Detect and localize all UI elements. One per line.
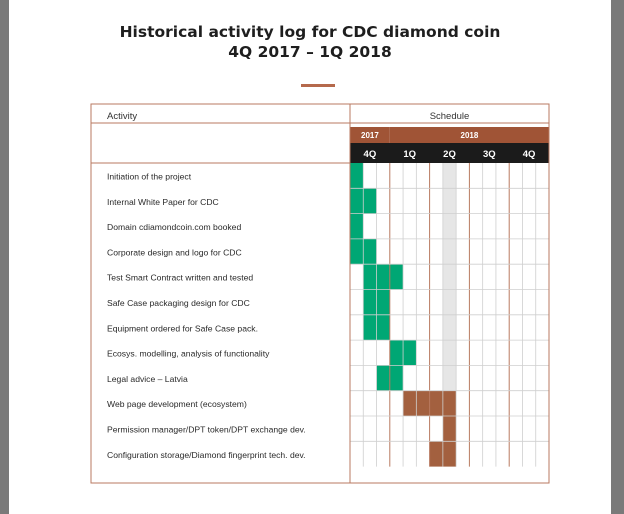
quarter-label: 3Q — [482, 149, 496, 160]
activity-label: Legal advice – Latvia — [107, 373, 188, 384]
schedule-header: Schedule — [429, 111, 470, 122]
activity-label: Ecosys. modelling, analysis of functionality — [107, 348, 270, 359]
task-bar — [443, 416, 456, 441]
gantt-chart — [9, 0, 611, 514]
activity-label: Equipment ordered for Safe Case pack. — [107, 323, 258, 334]
quarter-label: 1Q — [403, 149, 417, 160]
quarter-label: 4Q — [363, 149, 377, 160]
activity-label: Permission manager/DPT token/DPT exchange dev. — [107, 424, 306, 435]
activity-label: Test Smart Contract written and tested — [107, 272, 254, 283]
activity-label: Configuration storage/Diamond fingerprint tech. dev. — [107, 449, 306, 460]
task-bar — [363, 264, 403, 289]
chart-subtitle: 4Q 2017 – 1Q 2018 — [228, 43, 392, 61]
document-page — [9, 0, 611, 514]
year-label: 2017 — [361, 131, 379, 140]
activity-label: Initiation of the project — [107, 171, 192, 182]
activity-label: Internal White Paper for CDC — [107, 196, 219, 207]
task-bar — [350, 214, 363, 239]
year-label: 2018 — [460, 131, 479, 140]
chart-title: Historical activity log for CDC diamond coin — [119, 23, 501, 41]
activity-label: Domain cdiamondcoin.com booked — [107, 222, 242, 233]
activity-header: Activity — [107, 111, 138, 122]
activity-label: Corporate design and logo for CDC — [107, 247, 242, 258]
activity-label: Safe Case packaging design for CDC — [107, 298, 250, 308]
quarter-label: 2Q — [443, 149, 456, 160]
quarter-label: 4Q — [522, 149, 536, 160]
activity-label: Web page development (ecosystem) — [107, 399, 247, 410]
task-bar — [350, 163, 363, 188]
